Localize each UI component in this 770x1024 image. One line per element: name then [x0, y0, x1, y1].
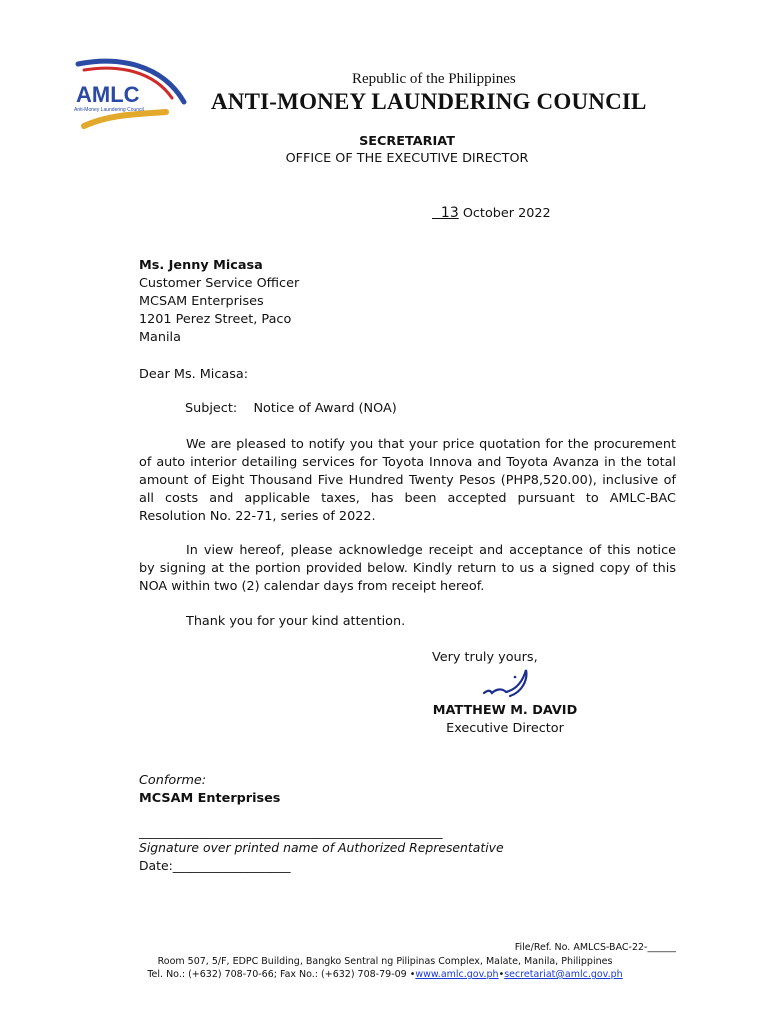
date-month-year: October 2022: [462, 206, 551, 221]
conforme-company: MCSAM Enterprises: [139, 791, 281, 806]
conforme-date-label: Date:: [139, 858, 173, 873]
recipient-street: 1201 Perez Street, Paco: [139, 312, 292, 327]
recipient-city: Manila: [139, 330, 181, 345]
recipient-title: Customer Service Officer: [139, 276, 300, 291]
closing: Very truly yours,: [432, 650, 538, 665]
conforme-signature-caption: Signature over printed name of Authorized Representative: [139, 840, 504, 855]
logo-wordmark: AMLC: [76, 82, 140, 107]
recipient-name: Ms. Jenny Micasa: [139, 258, 263, 273]
conforme-signature-line: _________________________________________________: [139, 824, 443, 839]
logo-subtext: Anti-Money Laundering Council: [74, 107, 144, 113]
signatory-position: Executive Director: [446, 721, 564, 736]
footer-tel: Tel. No.: (+632) 708-70-66; Fax No.: (+632) 708-79-09: [147, 969, 407, 980]
letter-date: [432, 204, 551, 223]
subject-line: [185, 400, 397, 418]
salutation: Dear Ms. Micasa:: [139, 367, 249, 382]
footer-fileref: File/Ref. No. AMLCS-BAC-22-______: [514, 942, 676, 953]
letterhead-secretariat: SECRETARIAT: [359, 134, 455, 149]
conforme-date-line: ___________________: [172, 858, 291, 873]
subject-text: Notice of Award (NOA): [253, 401, 397, 416]
footer-address: Room 507, 5/F, EDPC Building, Bangko Sentral ng Pilipinas Complex, Malate, Manila, Philippines: [157, 956, 613, 967]
recipient-block: [139, 257, 299, 347]
date-day: 13: [440, 205, 459, 221]
subject-label: Subject:: [185, 401, 238, 416]
footer-email-link[interactable]: secretariat@amlc.gov.ph: [504, 969, 623, 980]
body-paragraph-3: Thank you for your kind attention.: [186, 614, 406, 629]
letterhead-office: OFFICE OF THE EXECUTIVE DIRECTOR: [285, 151, 529, 166]
body-paragraph-1: We are pleased to notify you that your price quotation for the procurement of auto interior detailing services for Toyota Innova and Toyota Avanza in the total amount of Eight Thousand Five Hundred Twenty Pesos (PHP8,520.00), inclusive of all costs and applicable taxes, has been accepted pursuant to AMLC-BAC Resolution No. 22-71, series of 2022.: [139, 437, 676, 524]
signature-image: [480, 666, 536, 700]
signatory-name: MATTHEW M. DAVID: [432, 703, 578, 718]
amlc-logo-graphic: [70, 58, 190, 134]
footer-contact: [100, 968, 670, 981]
footer-bullet-2: •: [498, 969, 505, 980]
conforme-label: Conforme:: [139, 773, 207, 788]
letterhead-republic: Republic of the Philippines: [352, 71, 516, 87]
amlc-logo: [70, 58, 190, 134]
recipient-company: MCSAM Enterprises: [139, 294, 264, 309]
letterhead-council: ANTI-MONEY LAUNDERING COUNCIL: [211, 89, 647, 114]
footer-bullet: •: [409, 969, 416, 980]
footer-website-link[interactable]: www.amlc.gov.ph: [415, 969, 499, 980]
body-paragraph-2: In view hereof, please acknowledge receipt and acceptance of this notice by signing at the portion provided below. Kindly return to us a signed copy of this NOA within two (2) calendar days from receipt hereof.: [139, 543, 676, 594]
conforme-date: [139, 857, 291, 875]
